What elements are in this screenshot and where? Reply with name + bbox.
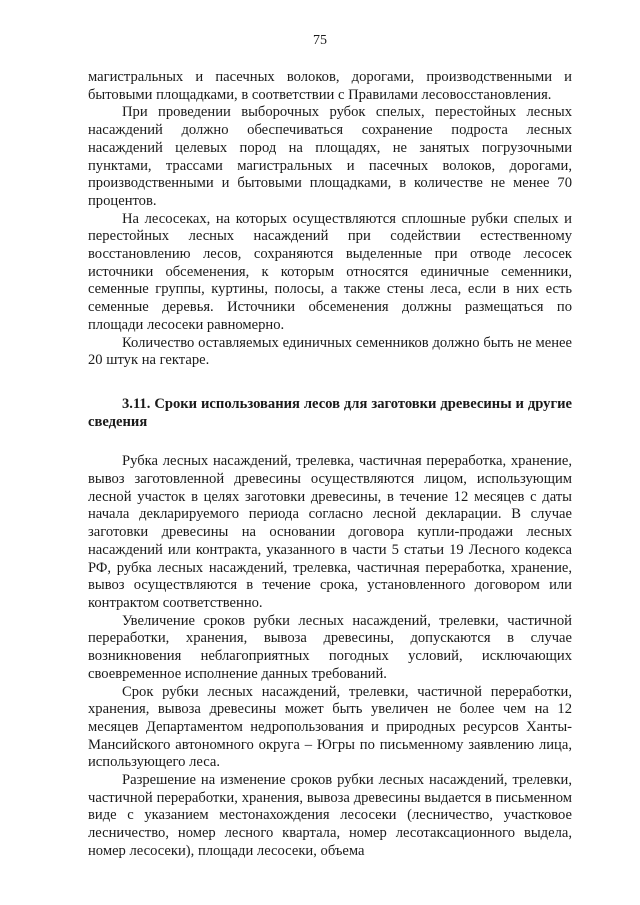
page-number: 75 — [313, 33, 327, 48]
paragraph-extension-permit: Разрешение на изменение сроков рубки лесных насаждений, трелевки, частичной переработки, хранения, вывоза древесины выдается в письменном виде с указанием местонахождения лесосеки (лесничество, участковое лесничество, номер лесного квартала, номер лесотаксационного выдела, номер лесосеки), площади лесосеки, объема — [88, 772, 572, 859]
paragraph-seed-sources: На лесосеках, на которых осуществляются сплошные рубки спелых и перестойных лесных насаждений при содействии естественному восстановлению лесов, сохраняются выделенные при отводе лесосек источники обсеменения, к которым относятся единичные семенники, семенные группы, куртины, полосы, а также стены леса, если в них есть семенные деревья. Источники обсеменения должны размещаться по площади лесосеки равномерно. — [88, 210, 572, 333]
section-heading: 3.11. Сроки использования лесов для заготовки древесины и другие сведения — [88, 395, 572, 430]
paragraph-continuation: магистральных и пасечных волоков, дорогами, производственными и бытовыми площадками, в соответствии с Правилами лесовосстановления. — [88, 69, 572, 103]
paragraph-felling-period: Рубка лесных насаждений, трелевка, частичная переработка, хранение, вывоз заготовленной древесины осуществляются лицом, использующим лесной участок в целях заготовки древесины, в течение 12 месяцев с даты начала декларируемого периода согласно лесной декларации. В случае заготовки древесины на основании договора купли-продажи лесных насаждений или контракта, указанного в части 5 статьи 19 Лесного кодекса РФ, рубка лесных насаждений, трелевка, частичная переработка, хранение, вывоз осуществляются в течение срока, установленного договором или контрактом соответственно. — [88, 453, 572, 611]
paragraph-term-extension: Увеличение сроков рубки лесных насаждений, трелевки, частичной переработки, хранения, вывоза древесины, допускаются в случае возникновения неблагоприятных погодных условий, исключающих своевременное исполнение данных требований. — [88, 612, 572, 682]
page-content — [88, 69, 572, 861]
paragraph-seed-tree-count: Количество оставляемых единичных семенников должно быть не менее 20 штук на гектаре. — [88, 334, 572, 369]
paragraph-extension-limit: Срок рубки лесных насаждений, трелевки, частичной переработки, хранения, вывоза древесины может быть увеличен не более чем на 12 месяцев Департаментом недропользования и природных ресурсов Ханты-Мансийского автономного округа – Югры по письменному заявлению лица, использующего леса. — [88, 683, 572, 771]
paragraph-selective-felling: При проведении выборочных рубок спелых, перестойных лесных насаждений должно обеспечиваться сохранение подроста лесных насаждений целевых пород на площадях, не занятых погрузочными пунктами, трассами магистральных и пасечных волоков, дорогами, производственными и бытовыми площадками, в количестве не менее 70 процентов. — [88, 104, 572, 209]
